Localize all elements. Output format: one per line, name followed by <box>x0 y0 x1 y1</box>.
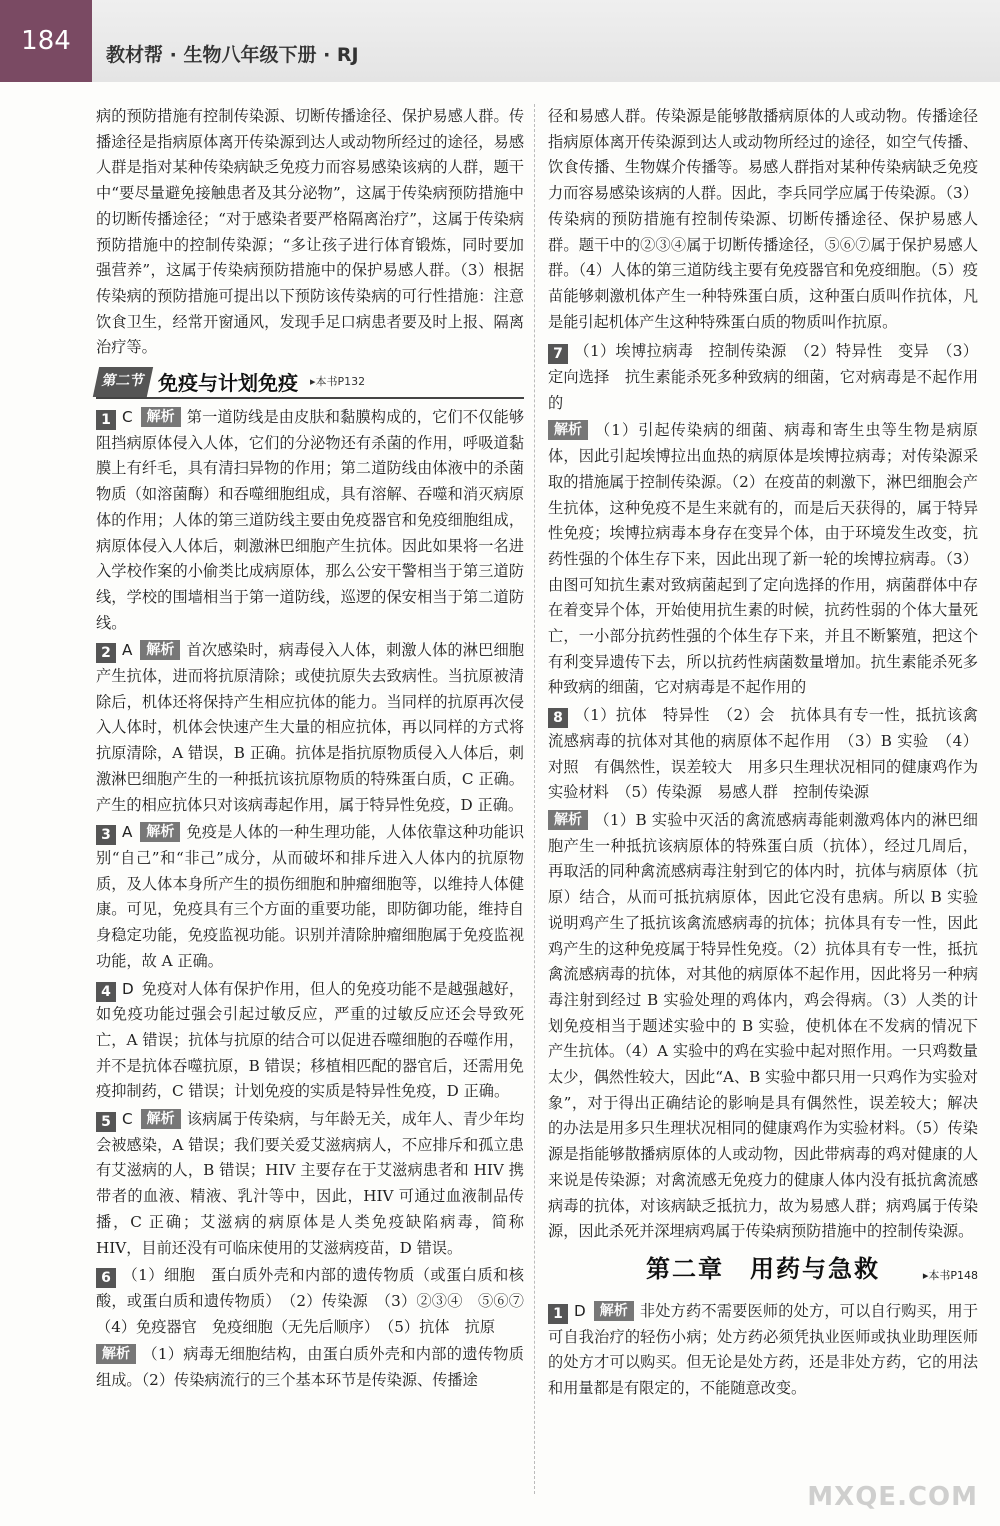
right-intro-text: 径和易感人群。传染源是能够散播病原体的人或动物。传播途径指病原体离开传染源到达人或动物所经过的途径，如空气传播、饮食传播、生物媒介传播等。易感人群指对某种传染病缺乏免疫力而容易感染该病的人群。因此，李兵同学应属于传染源。（3）传染病的预防措施有控制传染源、切断传播途径、保护易感人群。题干中的②③④属于切断传播途径，⑤⑥⑦属于保护易感人群。（4）人体的第三道防线主要有免疫器官和免疫细胞。（5）疫苗能够刺激机体产生一种特殊蛋白质，这种蛋白质叫作抗体，凡是能引起机体产生这种特殊蛋白质的物质叫作抗原。 <box>548 107 978 331</box>
item-answer: A <box>122 823 133 842</box>
item-explanation: 非处方药不需要医师的处方，可以自行购买，用于可自我治疗的轻伤小病；处方药必须凭执业医师或执业助理医师的处方才可以购买。但无论是处方药，还是非处方药，它的用法和用量都是有限定的，不能随意改变。 <box>548 1301 978 1398</box>
left-intro-text: 病的预防措施有控制传染源、切断传播途径、保护易感人群。传播途径是指病原体离开传染源到达人或动物所经过的途径，易感人群是指对某种传染病缺乏免疫力而容易感染该病的人群，题干中“要尽量避免接触患者及其分泌物”，这属于传染病预防措施中的切断传播途径；“对于感染者要严格隔离治疗”，这属于传染病预防措施中的控制传染源；“多让孩子进行体育锻炼，同时要加强营养”，这属于传染病预防措施中的保护易感人群。（3）根据传染病的预防措施可提出以下预防该传染病的可行性措施：注意饮食卫生，经常开窗通风，发现手足口病患者要及时上报、隔离治疗等。 <box>96 107 524 357</box>
answer-item-4 <box>96 977 524 1106</box>
page-number: 184 <box>0 0 92 82</box>
chapter-answer-item-1 <box>548 1299 978 1402</box>
chapter-page-ref: ▸本书P148 <box>922 1269 978 1283</box>
item-number: 3 <box>96 825 116 845</box>
analysis-label: 解析 <box>141 407 181 427</box>
item-number: 1 <box>96 410 116 430</box>
item-answer: C <box>122 408 133 427</box>
item-answer: （1）埃博拉病毒 控制传染源 （2）特异性 变异 （3）定向选择 抗生素能杀死多种致病的细菌，它对病毒是不起作用的 <box>548 342 978 412</box>
left-column <box>96 104 540 1396</box>
page-header <box>0 0 1000 82</box>
item-answer: A <box>122 641 133 660</box>
item-explanation: 免疫是人体的一种生理功能，人体依靠这种功能识别“自己”和“非己”成分，从而破坏和排斥进入人体内的抗原物质，及人体本身所产生的损伤细胞和肿瘤细胞等，以维持人体健康。可见，免疫具有三个方面的重要功能，即防御功能，维持自身稳定功能，免疫监视功能。识别并清除肿瘤细胞属于免疫监视功能，故 A 正确。 <box>96 823 524 970</box>
item-7-analysis <box>548 418 978 701</box>
section-header <box>96 367 524 399</box>
item-explanation: 首次感染时，病毒侵入人体，刺激人体的淋巴细胞产生抗体，进而将抗原清除；或使抗原失去致病性。当抗原被清除后，机体还将保持产生相应抗体的能力。当同样的抗原再次侵入人体时，机体会快速产生大量的相应抗体，再以同样的方式将抗原清除，A 错误，B 正确。抗体是指抗原物质侵入人体后，刺激淋巴细胞产生的一种抵抗该抗原物质的特殊蛋白质，C 正确。产生的相应抗体只对该病毒起作用，属于特异性免疫，D 正确。 <box>96 641 524 814</box>
item-answer: D <box>574 1301 586 1320</box>
item-number: 2 <box>96 643 116 663</box>
analysis-label: 解析 <box>140 640 180 660</box>
item-explanation: 该病属于传染病，与年龄无关，成年人、青少年均会被感染，A 错误；我们要关爱艾滋病病人，不应排斥和孤立患有艾滋病的人，B 错误；HIV 主要存在于艾滋病患者和 HIV 携带者的血液、精液、乳汁等中，因此，HIV 可通过血液制品传播，C 正确；艾滋病的病原体是人类免疫缺陷病毒，简称 HIV，目前还没有可临床使用的艾滋病疫苗，D 错误。 <box>96 1110 524 1257</box>
answer-item-8 <box>548 703 978 806</box>
column-divider <box>534 104 535 1494</box>
answer-item-2 <box>96 638 524 818</box>
chapter-header <box>548 1254 978 1291</box>
answer-item-5 <box>96 1107 524 1261</box>
analysis-label: 解析 <box>548 420 588 440</box>
item-number: 1 <box>548 1304 568 1324</box>
item-answer: （1）细胞 蛋白质外壳和内部的遗传物质（或蛋白质和核酸，或蛋白质和遗传物质） （2）传染源 （3）②③④ ⑤⑥⑦ （4）免疫器官 免疫细胞（无先后顺序） （5）抗体 抗原 <box>96 1266 540 1336</box>
item-explanation: （1）引起传染病的细菌、病毒和寄生虫等生物是病原体，因此引起埃博拉出血热的病原体是埃博拉病毒；对传染源采取的措施属于控制传染源。（2）在疫苗的刺激下，淋巴细胞会产生抗体，这种免疫不是生来就有的，而是后天获得的，属于特异性免疫；埃博拉病毒本身存在变异个体，由于环境发生改变，抗药性强的个体生存下来，因此出现了新一轮的埃博拉病毒。（3）由图可知抗生素对致病菌起到了定向选择的作用，病菌群体中存在着变异个体，开始使用抗生素的时候，抗药性弱的个体大量死亡，一小部分抗药性强的个体生存下来，并且不断繁殖，把这个有利变异遗传下去，所以抗药性病菌数量增加。抗生素能杀死多种致病的细菌，它对病毒是不起作用的 <box>548 421 978 697</box>
book-title: 教材帮 · 生物八年级下册 · RJ <box>106 44 359 66</box>
item-explanation: （1）B 实验中灭活的禽流感病毒能刺激鸡体内的淋巴细胞产生一种抵抗该病原体的特殊蛋白质（抗体），经过几周后，再取活的同种禽流感病毒注射到它的体内时，抗体与病原体（抗原）结合，从而可抵抗病原体，因此它没有患病。所以 B 实验说明鸡产生了抵抗该禽流感病毒的抗体；抗体具有专一性，因此鸡产生的这种免疫属于特异性免疫。（2）抗体具有专一性，抵抗禽流感病毒的抗体，对其他的病原体不起作用，因此将另一种病毒注射到经过 B 实验处理的鸡体内，鸡会得病。（3）人类的计划免疫相当于题述实验中的 B 实验，使机体在不发病的情况下产生抗体。（4）A 实验中的鸡在实验中起对照作用。一只鸡数量太少，偶然性较大，因此“A、B 实验中都只用一只鸡作为实验对象”，对于得出正确结论的影响是具有偶然性，误差较大；解决的办法是用多只生理状况相同的健康鸡作为实验材料。（5）传染源是指能够散播病原体的人或动物，因此带病毒的鸡对健康的人来说是传染源；对禽流感无免疫力的健康人体内没有抵抗禽流感病毒的抗体，对该病缺乏抵抗力，故为易感人群；病鸡属于传染源，因此杀死并深埋病鸡属于传染病预防措施中的控制传染源。 <box>548 810 978 1241</box>
answer-item-6 <box>96 1263 540 1340</box>
answer-item-1 <box>96 405 524 636</box>
item-answer: C <box>122 1110 133 1129</box>
item-answer: （1）抗体 特异性 （2）会 抗体具有专一性，抵抗该禽流感病毒的抗体对其他的病原体不起作用 （3）B 实验 （4）对照 有偶然性，误差较大 用多只生理状况相同的健康鸡作为实验材料 （5）传染源 易感人群 控制传染源 <box>548 706 978 802</box>
section-title: 免疫与计划免疫 <box>158 371 298 396</box>
item-number: 4 <box>96 982 116 1002</box>
item-explanation: 第一道防线是由皮肤和黏膜构成的，它们不仅能够阻挡病原体侵入人体，它们的分泌物还有杀菌的作用，呼吸道黏膜上有纤毛，具有清扫异物的作用；第二道防线由体液中的杀菌物质（如溶菌酶）和吞噬细胞组成，具有溶解、吞噬和消灭病原体的作用；人体的第三道防线主要由免疫器官和免疫细胞组成，病原体侵入人体后，刺激淋巴细胞产生抗体。因此如果将一名进入学校作案的小偷类比成病原体，那么公安干警相当于第三道防线，学校的围墙相当于第一道防线，巡逻的保安相当于第二道防线。 <box>96 408 524 632</box>
analysis-label: 解析 <box>594 1301 634 1321</box>
section-tag: 第二节 <box>93 367 153 397</box>
item-answer: D <box>122 979 134 998</box>
watermark: MXQE.COM <box>807 1482 978 1512</box>
analysis-label: 解析 <box>140 822 180 842</box>
item-8-analysis <box>548 808 978 1245</box>
item-number: 5 <box>96 1112 116 1132</box>
item-explanation: （1）病毒无细胞结构，由蛋白质外壳和内部的遗传物质组成。（2）传染病流行的三个基本环节是传染源、传播途 <box>96 1345 524 1390</box>
item-explanation: 免疫对人体有保护作用，但人的免疫功能不是越强越好，如免疫功能过强会引起过敏反应，严重的过敏反应还会导致死亡，A 错误；抗体与抗原的结合可以促进吞噬细胞的吞噬作用，并不是抗体吞噬抗原，B 错误；移植相匹配的器官后，还需用免疫抑制药，C 错误；计划免疫的实质是特异性免疫，D 正确。 <box>96 979 524 1101</box>
answer-item-3 <box>96 820 524 974</box>
analysis-label: 解析 <box>548 810 588 830</box>
chapter-title: 第二章 用药与急救 <box>646 1254 880 1283</box>
answer-item-7 <box>548 339 978 416</box>
item-number: 8 <box>548 708 568 728</box>
section-page-ref: ▸本书P132 <box>310 375 366 389</box>
item-6-analysis <box>96 1342 524 1393</box>
analysis-label: 解析 <box>96 1344 136 1364</box>
right-column <box>548 104 978 1404</box>
analysis-label: 解析 <box>141 1109 181 1129</box>
item-number: 7 <box>548 344 568 364</box>
item-number: 6 <box>96 1268 116 1288</box>
